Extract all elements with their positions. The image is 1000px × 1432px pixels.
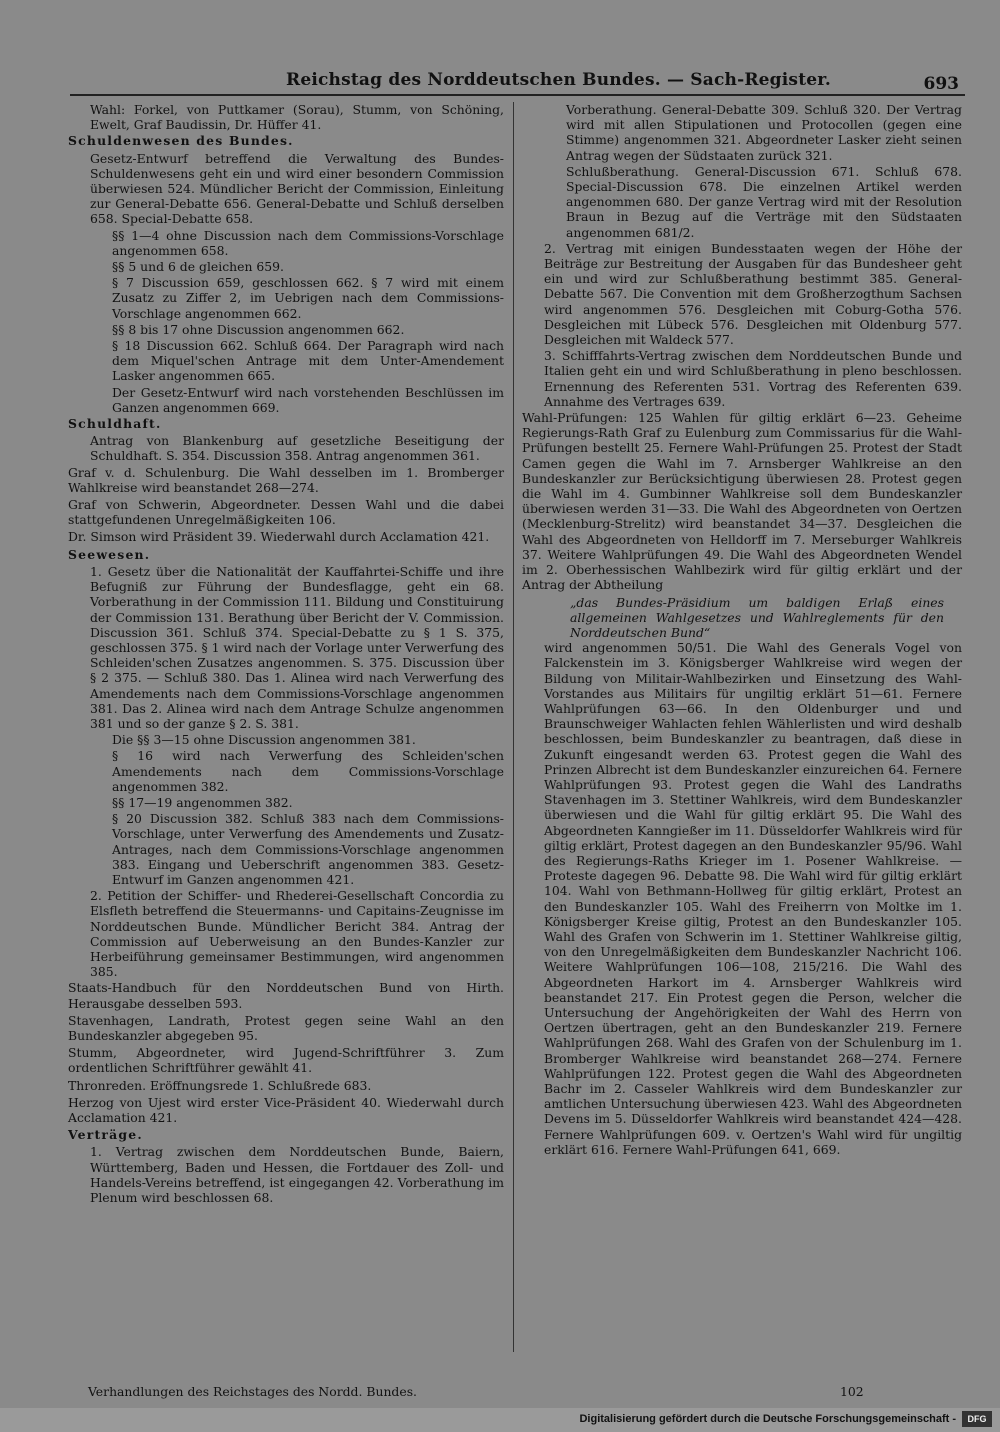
index-entry: Herzog von Ujest wird erster Vice-Präsident 40. Wiederwahl durch Acclamation 421.: [68, 1094, 504, 1125]
index-subentry: §§ 8 bis 17 ohne Discussion angenommen 662.: [112, 321, 405, 337]
index-entry: Dr. Simson wird Präsident 39. Wiederwahl durch Acclamation 421.: [68, 529, 490, 545]
header-rule: [70, 94, 965, 96]
index-heading: Schuldenwesen des Bundes.: [68, 133, 294, 149]
index-subentry: Die §§ 3—15 ohne Discussion angenommen 381.: [112, 732, 416, 748]
index-heading: Verträge.: [68, 1127, 143, 1143]
footer-sheet-number: 102: [840, 1384, 864, 1399]
index-text: Antrag von Blankenburg auf gesetzliche Beseitigung der Schuldhaft. S. 354. Discussion 358. Antrag angenommen 361.: [90, 433, 504, 464]
index-subentry: Schlußberathung. General-Discussion 671. Schluß 678. Special-Discussion 678. Die einzelnen Artikel werden angenommen 680. Der ganze Vertrag wird mit der Resolution Braun in Bezug auf die Verträge mit den Südstaaten angenommen 681/2.: [566, 163, 962, 240]
footer-publication: Verhandlungen des Reichstages des Nordd. Bundes.: [88, 1384, 417, 1399]
page-title: Reichstag des Norddeutschen Bundes. — Sach-Register.: [286, 70, 831, 90]
index-text: Gesetz-Entwurf betreffend die Verwaltung des Bundes-Schuldenwesens geht ein und wird einer besondern Commission überwiesen 524. Mündlicher Bericht der Commission, Einleitung zur General-Debatte 656. General-Debatte und Schluß derselben 658. Special-Debatte 658.: [90, 150, 504, 227]
numbered-item: 2. Petition der Schiffer- und Rhederei-Gesellschaft Concordia zu Elsfleth betreffend die Steuermanns- und Capitains-Zeugnisse im Norddeutschen Bunde. Mündlicher Bericht 384. Antrag der Commission auf Ueberweisung an den Bundes-Kanzler zur Herbeiführung gemeinsamer Bestimmungen, wird angenommen 385.: [90, 888, 504, 980]
digitization-credit-bar: [0, 1408, 1000, 1432]
index-subentry: §§ 1—4 ohne Discussion nach dem Commissions-Vorschlage angenommen 658.: [112, 227, 504, 258]
index-heading: Seewesen.: [68, 546, 151, 562]
index-subentry: §§ 5 und 6 de gleichen 659.: [112, 259, 284, 275]
index-entry: Wahl-Prüfungen: 125 Wahlen für giltig erklärt 6—23. Geheime Regierungs-Rath Graf zu Eulenburg zum Commissarius für die Wahl-Prüfungen bestellt 25. Fernere Wahl-Prüfungen 25. Protest der Stadt Camen gegen die Wahl im 7. Arnsberger Wahlkreise an den Bundeskanzler zur Berücksichtigung überwiesen 28. Protest gegen die Wahl im 4. Gumbinner Wahlkreise soll dem Bundeskanzler überwiesen werden 31—33. Die Wahl des Abgeordneten von Oertzen (Mecklenburg-Strelitz) wird beanstandet 34—37. Desgleichen die Wahl des Abgeordneten von Helldorff im 7. Merseburger Wahlkreis 37. Weitere Wahlprüfungen 49. Die Wahl des Abgeordneten Wendel im 2. Oberhessischen Wahlbezirk wird für giltig erklärt und der Antrag der Abtheilung: [522, 410, 962, 593]
index-text: wird angenommen 50/51. Die Wahl des Generals Vogel von Falckenstein im 3. Königsberger Wahlkreise wird wegen der Bildung von Militair-Wahlbezirken und Einsetzung des Wahl-Vorstandes aus Militairs für ungiltig erklärt 51—61. Fernere Wahlprüfungen 63—66. In den Oldenburger und und Braunschweiger Wahlacten fehlen Wählerlisten und wird deshalb beschlossen, beim Bundeskanzler zu beantragen, daß diese in Zukunft eingesandt werden 63. Protest gegen die Wahl des Prinzen Albrecht ist dem Bundeskanzler einzureichen 64. Fernere Wahlprüfungen 93. Protest gegen die Wahl des Landraths Stavenhagen im 3. Stettiner Wahlkreis, wird dem Bundeskanzler überwiesen und die Wahl für giltig erklärt 95. Die Wahl des Abgeordneten Kanngießer im 11. Düsseldorfer Wahlkreis wird für giltig erklärt, Protest dagegen an den Bundeskanzler 95/96. Wahl des Regierungs-Raths Krieger im 1. Posener Wahlkreise. — Proteste dagegen 96. Debatte 98. Die Wahl wird für giltig erklärt 104. Wahl von Bethmann-Hollweg für giltig erklärt, Protest an den Bundeskanzler 105. Wahl des Freiherrn von Moltke im 1. Königsberger Kreise giltig, Protest an den Bundeskanzler 105. Wahl des Grafen von Schwerin im 1. Stettiner Wahlkreise giltig, von den Unregelmäßigkeiten dem Bundeskanzler Nachricht 106. Weitere Wahlprüfungen 106—108, 215/216. Die Wahl des Abgeordneten Harkort im 4. Arnsberger Wahlkreis wird beanstandet 217. Ein Protest gegen die Person, welcher die Untersuchung der Angehörigkeiten der Wahl des Herrn von Oertzen übertragen, geht an den Bundeskanzler 219. Fernere Wahlprüfungen 268. Wahl des Grafen von der Schulenburg im 1. Bromberger Wahlkreise wird beanstandet 268—274. Fernere Wahlprüfungen 122. Protest gegen die Wahl des Abgeordneten Bachr im 2. Casseler Wahlkreis wird dem Bundeskanzler zur amtlichen Untersuchung überwiesen 423. Wahl des Abgeordneten Devens im 5. Düsseldorfer Wahlkreis wird beanstandet 424—428. Fernere Wahlprüfungen 609. v. Oertzen's Wahl wird für ungiltig erklärt 616. Fernere Wahl-Prüfungen 641, 669.: [544, 640, 962, 1157]
index-subentry: §§ 17—19 angenommen 382.: [112, 794, 293, 810]
index-entry: Stavenhagen, Landrath, Protest gegen seine Wahl an den Bundeskanzler abgegeben 95.: [68, 1012, 504, 1043]
column-divider: [513, 102, 514, 1352]
index-entry: Graf v. d. Schulenburg. Die Wahl desselben im 1. Bromberger Wahlkreise wird beanstandet 268—274.: [68, 464, 504, 495]
document-page: [60, 62, 965, 1402]
numbered-item: 1. Gesetz über die Nationalität der Kauffahrtei-Schiffe und ihre Befugniß zur Führung der Bundesflagge, geht ein 68. Vorberathung in der Commission 111. Bildung und Constituirung der Commission 131. Berathung über Bericht der V. Commission. Discussion 361. Schluß 374. Special-Debatte zu § 1 S. 375, geschlossen 375. § 1 wird nach der Vorlage unter Verwerfung des Schleiden'schen Zusatzes angenommen. S. 375. Discussion über § 2 375. — Schluß 380. Das 1. Alinea wird nach Verwerfung des Amendements nach dem Commissions-Vorschlage angenommen 381. Das 2. Alinea wird nach dem Antrage Schulze angenommen 381 und so der ganze § 2. S. 381.: [90, 563, 504, 731]
numbered-item: 3. Schifffahrts-Vertrag zwischen dem Norddeutschen Bunde und Italien geht ein und wird Schlußberathung in pleno beschlossen. Ernennung des Referenten 531. Vortrag des Referenten 639. Annahme des Vertrages 639.: [544, 348, 962, 409]
index-subentry: Der Gesetz-Entwurf wird nach vorstehenden Beschlüssen im Ganzen angenommen 669.: [112, 384, 504, 415]
index-entry: Stumm, Abgeordneter, wird Jugend-Schriftführer 3. Zum ordentlichen Schriftführer gewählt 41.: [68, 1045, 504, 1076]
index-subentry: § 18 Discussion 662. Schluß 664. Der Paragraph wird nach dem Miquel'schen Antrage mit dem Unter-Amendement Lasker angenommen 665.: [112, 338, 504, 384]
index-subentry: § 16 wird nach Verwerfung des Schleiden'schen Amendements nach dem Commissions-Vorschlage angenommen 382.: [112, 748, 504, 794]
dfg-logo-icon: DFG: [962, 1411, 992, 1427]
index-text: Wahl: Forkel, von Puttkamer (Sorau), Stumm, von Schöning, Ewelt, Graf Baudissin, Dr. Hüffer 41.: [90, 102, 504, 133]
numbered-item: 1. Vertrag zwischen dem Norddeutschen Bunde, Baiern, Württemberg, Baden und Hessen, die Fortdauer des Zoll- und Handels-Vereins betreffend, ist eingegangen 42. Vorberathung im Plenum wird beschlossen 68.: [90, 1144, 504, 1206]
index-entry: Graf von Schwerin, Abgeordneter. Dessen Wahl und die dabei stattgefundenen Unregelmäßigkeiten 106.: [68, 497, 504, 528]
index-subentry: § 7 Discussion 659, geschlossen 662. § 7 wird mit einem Zusatz zu Ziffer 2, im Uebrigen nach dem Commissions-Vorschlage angenommen 662.: [112, 275, 504, 321]
left-column: [68, 102, 504, 1206]
numbered-item: 2. Vertrag mit einigen Bundesstaaten wegen der Höhe der Beiträge zur Bestreitung der Ausgaben für das Bundesheer geht ein und wird zur Schlußberathung bestimmt 385. General-Debatte 567. Die Convention mit dem Großherzogthum Sachsen wird angenommen 576. Desgleichen mit Coburg-Gotha 576. Desgleichen mit Lübeck 576. Desgleichen mit Oldenburg 577. Desgleichen mit Waldeck 577.: [544, 240, 962, 348]
index-subentry: § 20 Discussion 382. Schluß 383 nach dem Commissions-Vorschlage, unter Verwerfung des Amendements und Zusatz-Antrages, nach dem Commissions-Vorschlage angenommen 383. Eingang und Ueberschrift angenommen 383. Gesetz-Entwurf im Ganzen angenommen 421.: [112, 811, 504, 887]
quoted-resolution: „das Bundes-Präsidium um baldigen Erlaß eines allgemeinen Wahlgesetzes und Wahlreglements für den Norddeutschen Bund“: [570, 594, 944, 640]
page-number: 693: [923, 74, 959, 94]
right-column: [522, 102, 962, 1158]
index-entry: Thronreden. Eröffnungsrede 1. Schlußrede 683.: [68, 1077, 372, 1093]
index-entry: Staats-Handbuch für den Norddeutschen Bund von Hirth. Herausgabe desselben 593.: [68, 980, 504, 1011]
index-subentry: Vorberathung. General-Debatte 309. Schluß 320. Der Vertrag wird mit allen Stipulationen und Protocollen (gegen eine Stimme) angenommen 321. Abgeordneter Lasker zieht seinen Antrag wegen der Südstaaten zurück 321.: [566, 102, 962, 163]
digitization-credit: Digitalisierung gefördert durch die Deutsche Forschungsgemeinschaft -: [579, 1413, 956, 1425]
index-heading: Schuldhaft.: [68, 416, 162, 432]
